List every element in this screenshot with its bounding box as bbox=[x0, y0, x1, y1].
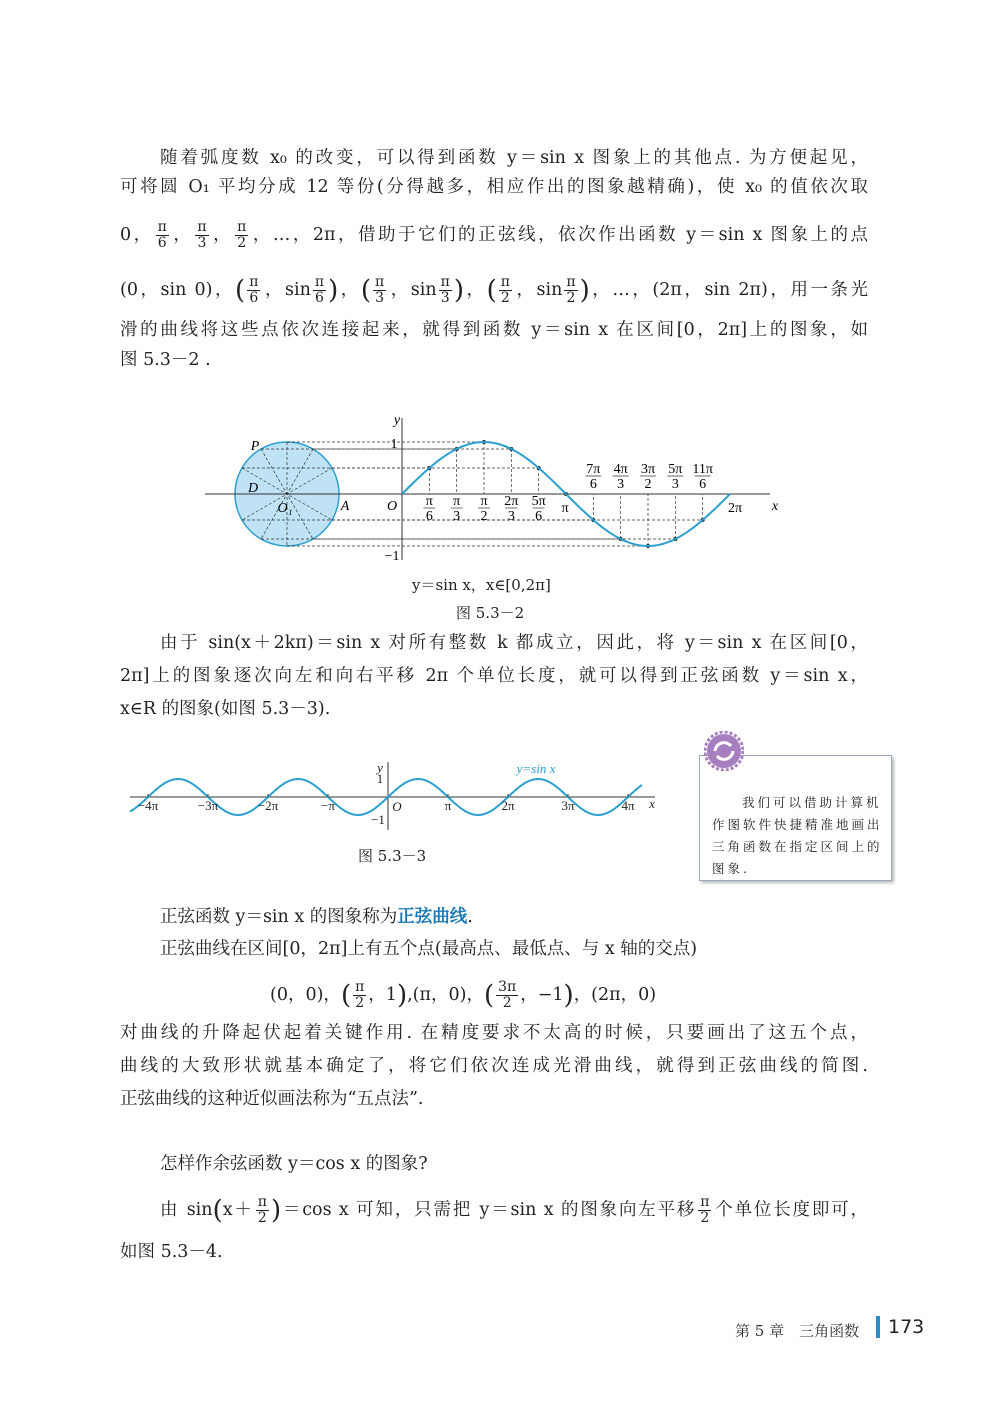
tick-label: −3π bbox=[197, 798, 219, 813]
tick-label-den: 3 bbox=[617, 477, 625, 492]
curve-label: y=sin x bbox=[516, 761, 556, 776]
tick-label-num: 2π bbox=[504, 494, 519, 509]
tick-label-1: 1 bbox=[390, 437, 398, 452]
tick-label-num: 11π bbox=[692, 462, 713, 477]
tick-label-den: 6 bbox=[535, 509, 543, 524]
side-note-text: 我们可以借助计算机作图软件快捷精准地画出三角函数在指定区间上的图象. bbox=[712, 795, 883, 876]
page-number: 173 bbox=[876, 1316, 924, 1338]
text-line: 随着弧度数 x₀ 的改变，可以得到函数 y＝sin x 图象上的其他点. 为方便起见， bbox=[160, 148, 868, 168]
text-line: 由于 sin(x＋2kπ)＝sin x 对所有整数 k 都成立，因此，将 y＝sin x 在区间[0， bbox=[160, 633, 868, 653]
tick-label-num: 7π bbox=[586, 462, 601, 477]
point-A: A bbox=[340, 499, 350, 514]
point-P: P bbox=[250, 439, 260, 454]
chapter-title: 第 5 章 三角函数 bbox=[735, 1322, 860, 1340]
text-line: (0，sin 0)，( $\frac{\pi}{6}$ ，sin $\frac{\pi}{6}$ )，( $\frac{\pi}{3}$ ，sin $\frac{\pi}{3}$ )，( $\frac{\pi}{2}$ ，sin $\frac{\pi}{2}$ )，…，(2π，sin 2π)，用一条光 bbox=[120, 274, 869, 306]
tick-label-num: 5π bbox=[531, 494, 546, 509]
tick-label-den: 6 bbox=[589, 477, 597, 492]
tick-label: −2π bbox=[257, 798, 279, 813]
text-line: 正弦函数 y＝sin x 的图象称为正弦曲线. bbox=[160, 907, 473, 927]
figure-caption: 图 5.3－2 bbox=[456, 604, 525, 622]
origin-label: O bbox=[392, 799, 402, 814]
origin-label: O bbox=[386, 499, 398, 514]
five-points: (0，0)，( $\frac{\pi}{2}$ ，1),(π，0)，( $\frac{3\pi}{2}$ ，−1)，(2π，0) bbox=[270, 979, 657, 1011]
tick-label: −4π bbox=[137, 798, 159, 813]
tick-label-num: π bbox=[453, 494, 461, 509]
tick-label: −π bbox=[321, 798, 335, 813]
tick-label-den: 6 bbox=[699, 477, 707, 492]
tick-label-2pi: 2π bbox=[727, 501, 743, 516]
tick-label-1: 1 bbox=[376, 771, 384, 786]
tick-label: π bbox=[444, 798, 452, 813]
text-line: 由 sin(x＋ $\frac{\pi}{2}$ )＝cos x 可知，只需把 y＝sin x 的图象向左平移 $\frac{\pi}{2}$ 个单位长度即可， bbox=[160, 1194, 868, 1226]
tick-label-neg1: −1 bbox=[384, 549, 400, 564]
refresh-badge-icon bbox=[704, 731, 744, 771]
text-line: 如图 5.3－4. bbox=[120, 1242, 223, 1262]
point-O1: O₁ bbox=[277, 501, 293, 516]
text-line: x∈R 的图象(如图 5.3－3). bbox=[120, 699, 331, 719]
figure-sine-unit-circle bbox=[0, 400, 1000, 580]
x-axis-label: x bbox=[771, 499, 779, 514]
point-D: D bbox=[247, 481, 259, 496]
tick-label-den: 2 bbox=[644, 477, 652, 492]
term-sine-curve: 正弦曲线 bbox=[397, 907, 468, 927]
text-line: 怎样作余弦函数 y＝cos x 的图象? bbox=[160, 1154, 428, 1174]
x-axis-label: x bbox=[649, 796, 655, 811]
figure-caption: 图 5.3－3 bbox=[358, 847, 427, 865]
figure-sine-curve-R bbox=[0, 750, 690, 840]
side-note bbox=[699, 755, 892, 881]
tick-label: 3π bbox=[561, 798, 575, 813]
tick-label-num: 4π bbox=[613, 462, 628, 477]
text-line: 可将圆 O₁ 平均分成 12 等份(分得越多，相应作出的图象越精确)，使 x₀ 的值依次取 bbox=[120, 177, 868, 197]
tick-label-num: 5π bbox=[668, 462, 683, 477]
text-line: 正弦曲线的这种近似画法称为“五点法”. bbox=[120, 1089, 424, 1109]
tick-label-num: π bbox=[425, 494, 433, 509]
tick-label-den: 2 bbox=[480, 509, 488, 524]
tick-label-den: 3 bbox=[507, 509, 515, 524]
tick-label-pi: π bbox=[561, 501, 569, 516]
tick-label: 2π bbox=[501, 798, 515, 813]
tick-label-den: 3 bbox=[453, 509, 461, 524]
figure-formula: y＝sin x，x∈[0,2π] bbox=[412, 576, 551, 594]
text-line: 图 5.3－2 . bbox=[120, 350, 211, 370]
tick-label: 4π bbox=[621, 798, 635, 813]
y-axis-label: y bbox=[377, 760, 383, 775]
text-line: 曲线的大致形状就基本确定了，将它们依次连成光滑曲线，就得到正弦曲线的简图. bbox=[120, 1056, 868, 1076]
tick-label-den: 3 bbox=[671, 477, 679, 492]
tick-label-neg1: −1 bbox=[371, 812, 385, 827]
tick-label-num: 3π bbox=[640, 462, 656, 477]
text-line: 2π]上的图象逐次向左和向右平移 2π 个单位长度，就可以得到正弦函数 y＝sin x， bbox=[120, 666, 868, 686]
text-line: 正弦曲线在区间[0，2π]上有五个点(最高点、最低点、与 x 轴的交点) bbox=[160, 939, 698, 959]
text-line: 0， $\frac{\pi}{6}$ ， $\frac{\pi}{3}$ ， $\frac{\pi}{2}$ ，…，2π，借助于它们的正弦线，依次作出函数 y＝sin x 图象上的点 bbox=[120, 219, 869, 251]
text-line: 对曲线的升降起伏起着关键作用. 在精度要求不太高的时候，只要画出了这五个点， bbox=[120, 1023, 868, 1043]
tick-label-den: 6 bbox=[425, 509, 433, 524]
tick-label-num: π bbox=[480, 494, 488, 509]
text-line: 滑的曲线将这些点依次连接起来，就得到函数 y＝sin x 在区间[0，2π]上的图象，如 bbox=[120, 320, 868, 340]
y-axis-label: y bbox=[393, 413, 401, 428]
